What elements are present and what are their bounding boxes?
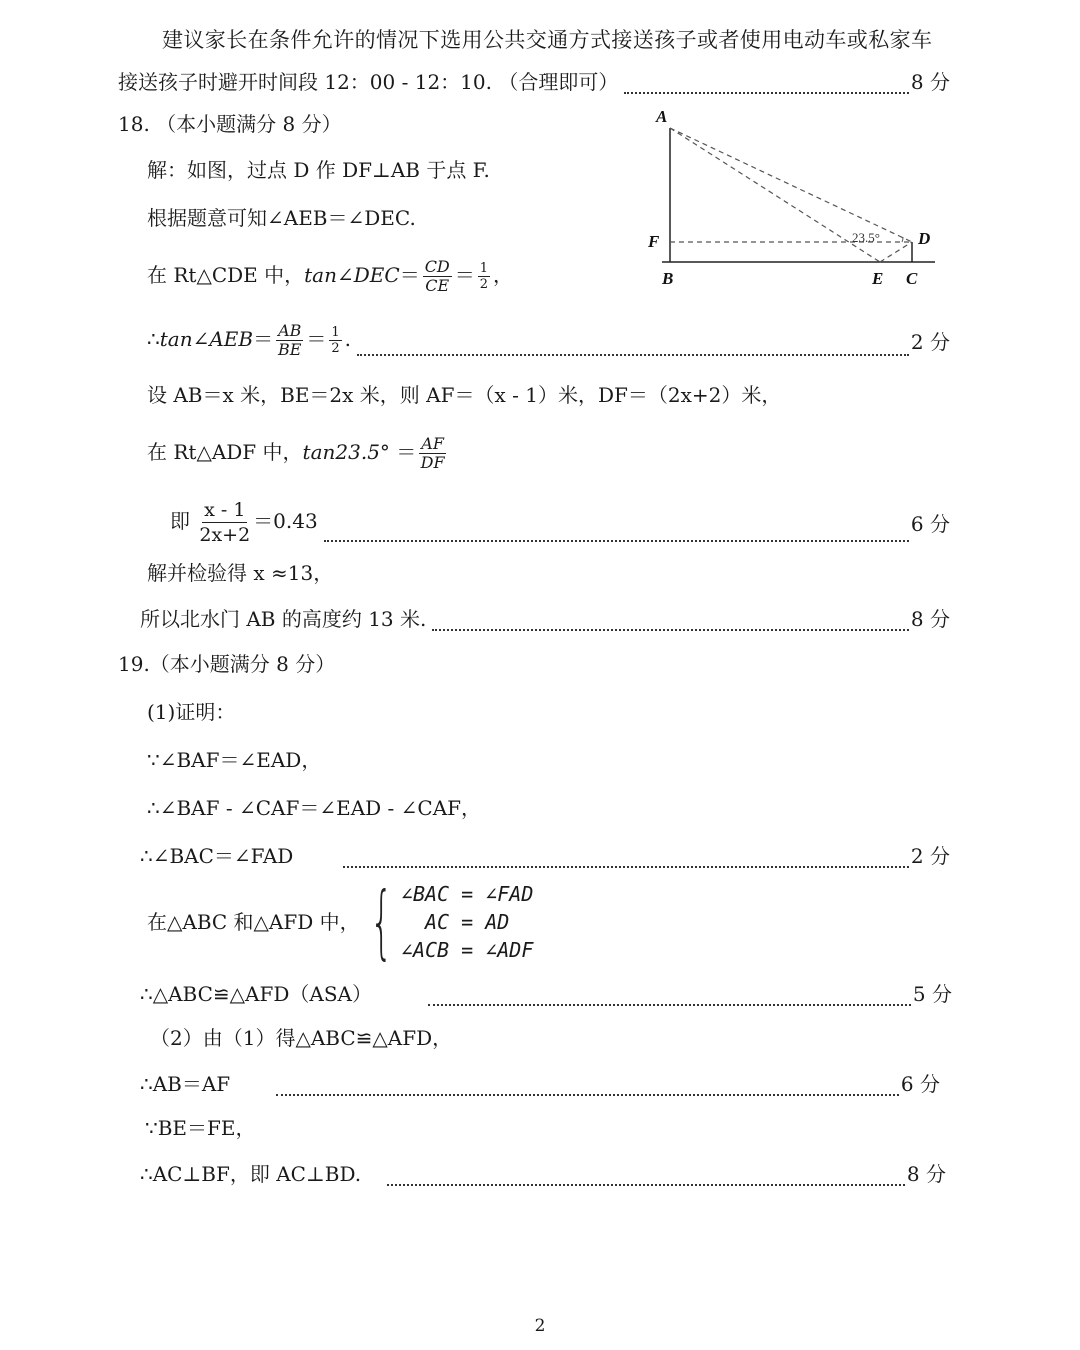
fraction-equation [199, 498, 250, 547]
q18-step-7-prefix: 即 [170, 508, 190, 533]
leader-dots [428, 1003, 911, 1006]
leader-dots [624, 91, 909, 94]
q19-line-6 [140, 1062, 940, 1102]
q19-line-2: ∴∠BAF - ∠CAF＝∠EAD - ∠CAF， [147, 796, 482, 820]
q18-step-4-expr: ∴tan∠AEB＝ $\frac{AB}{BE}$ ＝ $\frac{1}{2}$ . [147, 320, 352, 359]
q18-step-8: 解并检验得 x ≈13， [147, 561, 334, 585]
q18-step-1: 解：如图，过点 D 作 DF⊥AB 于点 F. [147, 158, 490, 182]
fraction-numerator: AF [421, 434, 444, 453]
q19-line-7: ∵BE＝FE， [145, 1116, 256, 1140]
equation-system [362, 875, 534, 968]
fraction-cd-ce [423, 258, 452, 295]
q18-heading: 18. （本小题满分 8 分） [118, 112, 342, 136]
therefore-symbol: ∴ [147, 326, 160, 351]
label-b: B [662, 269, 674, 288]
q19-line-6-text: ∴AB＝AF [140, 1071, 231, 1096]
fraction-denominator: 2 [331, 340, 340, 356]
q18-step-7-expr [170, 498, 318, 547]
score-points: 2 分 [910, 843, 950, 868]
fraction-af-df [419, 435, 446, 472]
intro-line-2-text: 接送孩子时避开时间段 12：00 - 12：10. （合理即可） [118, 69, 619, 94]
fraction-numerator: 1 [331, 324, 340, 340]
leader-dots [432, 628, 909, 631]
q18-step-4-tan: tan∠AEB [159, 326, 254, 351]
leader-dots [387, 1183, 905, 1186]
q19-line-1: ∵∠BAF＝∠EAD， [147, 748, 322, 772]
q19-heading: 19.（本小题满分 8 分） [118, 652, 336, 676]
q18-step-3-tan: tan∠DEC [304, 263, 400, 287]
left-brace: { [369, 875, 393, 968]
fraction-denominator: 2 [479, 277, 489, 292]
q18-step-2: 根据题意可知∠AEB＝∠DEC. [147, 206, 416, 230]
intro-line-1: 建议家长在条件允许的情况下选用公共交通方式接送孩子或者使用电动车或私家车 [162, 28, 933, 52]
q18-step-6: 在 Rt△ADF 中，tan23.5° ＝ $\frac{AF}{DF}$ [147, 434, 445, 472]
q18-step-6-prefix: 在 Rt△ADF 中， [147, 440, 303, 464]
q19-line-8 [140, 1152, 946, 1192]
fraction-denominator: BE [278, 339, 302, 359]
system-lines [401, 880, 533, 964]
page-number: 2 [534, 1316, 546, 1336]
q18-step-7 [170, 496, 950, 548]
q18-step-9 [140, 597, 950, 637]
score-points: 8 分 [910, 606, 950, 631]
score-points: 5 分 [912, 981, 952, 1006]
score-points: 6 分 [910, 511, 950, 536]
fraction-denominator: CE [425, 276, 450, 295]
system-line-3: ∠ACB = ∠ADF [400, 938, 534, 962]
fraction-ab-be [276, 322, 303, 359]
label-e: E [872, 269, 884, 288]
q19-line-5-text: ∴△ABC≌△AFD（ASA） [140, 981, 373, 1006]
leader-dots [357, 353, 909, 356]
score-points: 2 分 [910, 329, 950, 354]
fraction-one-half [478, 261, 490, 292]
q18-step-7-value: ＝0.43 [253, 508, 318, 533]
fraction-numerator: AB [278, 320, 302, 340]
q19-line-4: 在△ABC 和△AFD 中， [147, 910, 360, 934]
system-line-2: AC = AD [424, 910, 510, 934]
q19-line-3-text: ∴∠BAC＝∠FAD [140, 843, 294, 868]
fraction-numerator: CD [424, 257, 450, 276]
label-f: F [648, 232, 660, 251]
fraction-numerator: x - 1 [204, 498, 246, 521]
q19-line-8-text: ∴AC⊥BF，即 AC⊥BD. [140, 1161, 362, 1186]
q18-step-3-prefix: 在 Rt△CDE 中， [147, 263, 305, 287]
system-line-1: ∠BAC = ∠FAD [400, 882, 534, 906]
fraction-denominator: DF [420, 453, 445, 472]
q18-step-6-tan: tan23.5° [302, 440, 390, 464]
label-d: D [918, 229, 931, 248]
q18-step-3: 在 Rt△CDE 中，tan∠DEC＝ $\frac{CD}{CE}$ ＝ $\frac{1}{2}$ ， [147, 257, 514, 295]
score-points: 6 分 [900, 1071, 940, 1096]
angle-label: 23.5° [852, 230, 880, 245]
fraction-numerator: 1 [479, 261, 489, 276]
leader-dots [324, 539, 909, 542]
score-points: 8 分 [906, 1161, 946, 1186]
leader-dots [343, 865, 909, 868]
score-points: 8 分 [910, 69, 950, 94]
q19-part-1: (1)证明： [147, 700, 236, 724]
q18-step-9-text: 所以北水门 AB 的高度约 13 米. [140, 606, 427, 631]
geometry-figure [640, 100, 950, 300]
q19-part-2: （2）由（1）得△ABC≌△AFD， [150, 1026, 453, 1050]
leader-dots [276, 1093, 899, 1096]
label-c: C [906, 269, 918, 288]
q18-step-4 [147, 318, 950, 362]
label-a: A [656, 107, 668, 126]
fraction-denominator: 2x+2 [199, 523, 251, 546]
q18-step-5: 设 AB＝x 米，BE＝2x 米，则 AF＝（x - 1）米，DF＝（2x+2）米， [147, 383, 782, 407]
q19-line-5 [140, 972, 952, 1012]
segment-ed [880, 242, 912, 262]
fraction-one-half [329, 325, 341, 356]
intro-line-2 [118, 60, 950, 100]
q19-line-3 [140, 834, 950, 874]
segment-ad [670, 128, 912, 242]
